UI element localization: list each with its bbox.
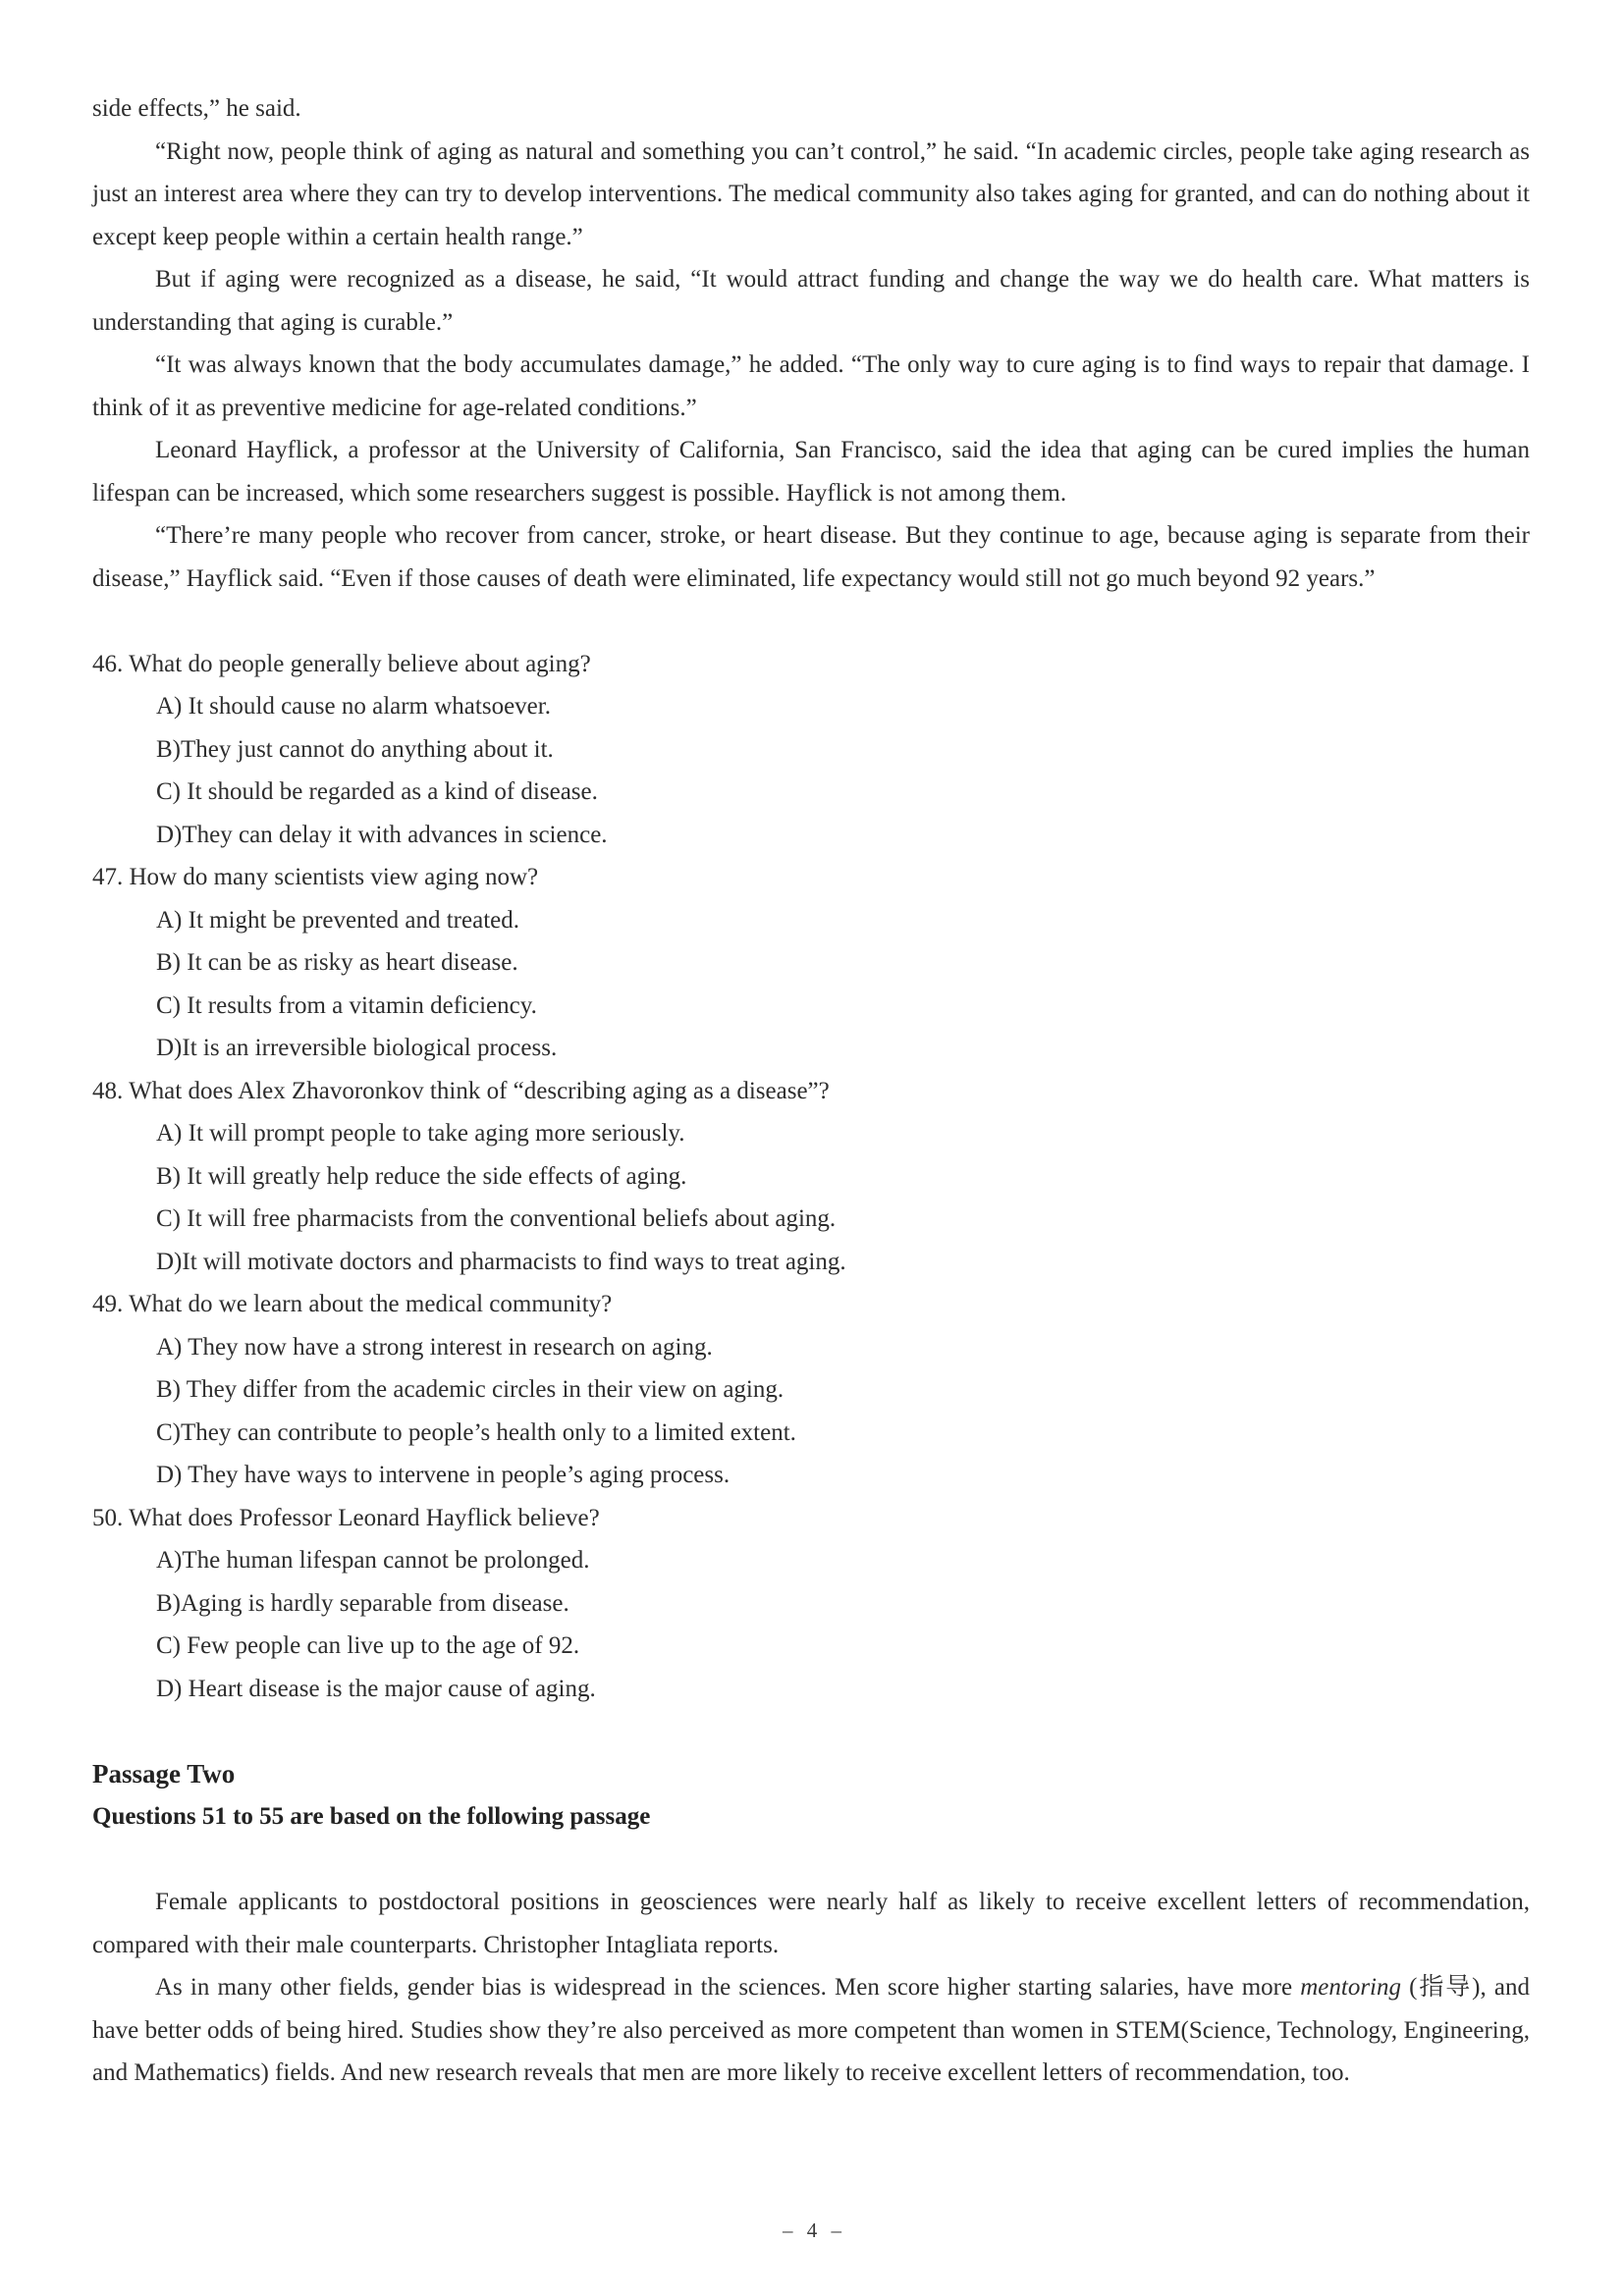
question-number: 50.: [92, 1504, 124, 1531]
question-text: What does Professor Leonard Hayflick believe?: [129, 1504, 600, 1531]
question-stem: [92, 856, 1530, 899]
passage-paragraph: [92, 344, 1530, 429]
passage-two-subheading: Questions 51 to 55 are based on the following passage: [92, 1803, 651, 1830]
question-text: What do people generally believe about aging?: [129, 650, 591, 677]
passage-paragraph: [92, 131, 1530, 259]
question: [92, 856, 1530, 1070]
question-text: How do many scientists view aging now?: [129, 864, 539, 890]
question-stem: [92, 1497, 1530, 1540]
question-number: 49.: [92, 1291, 124, 1317]
blank-line: [92, 1710, 1530, 1753]
answer-option: D)They can delay it with advances in science.: [156, 821, 608, 848]
text-segment: As in many other fields, gender bias is widespread in the sciences. Men score higher starting salaries, have more: [155, 1974, 1301, 2001]
text-segment: Female applicants to postdoctoral positions in geosciences were nearly half as likely to receive excellent letters of recommendation, compared with their male counterparts. Christopher Intagliata reports.: [92, 1889, 1530, 1958]
text-segment: “There’re many people who recover from cancer, stroke, or heart disease. But they continue to age, because aging is separate from their disease,” Hayflick said. “Even if those causes of death were eliminated, life expectancy would still not go much beyond 92 years.”: [92, 522, 1530, 592]
answer-option: B) They differ from the academic circles in their view on aging.: [156, 1376, 785, 1403]
question-text: What does Alex Zhavoronkov think of “describing aging as a disease”?: [129, 1077, 830, 1104]
answer-option: A) It should cause no alarm whatsoever.: [156, 693, 551, 720]
question-text: What do we learn about the medical community?: [129, 1291, 613, 1317]
page-content: [92, 87, 1530, 2095]
italic-term: mentoring: [1300, 1974, 1402, 2001]
passage-two-heading: Passage Two: [92, 1758, 236, 1789]
question: [92, 1283, 1530, 1497]
question-stem: [92, 1283, 1530, 1326]
answer-option: B) It can be as risky as heart disease.: [156, 949, 518, 976]
questions-46-50: [92, 643, 1530, 1711]
text-segment: (指导), and have better odds of being hired. Studies show they’re also perceived as more competent than women in STEM(Science, Technology, Engineering, and Mathematics) fields. And new research reveals that men are more likely to receive excellent letters of recommendation, too.: [92, 1974, 1530, 2086]
blank-line: [92, 600, 1530, 643]
answer-option: A) They now have a strong interest in research on aging.: [156, 1333, 713, 1361]
answer-option: D) They have ways to intervene in people’s aging process.: [156, 1462, 731, 1488]
answer-option: B) It will greatly help reduce the side effects of aging.: [156, 1162, 687, 1190]
question-stem: [92, 1070, 1530, 1113]
answer-option: C) It results from a vitamin deficiency.: [156, 991, 537, 1019]
page-number: – 4 –: [783, 2218, 841, 2242]
passage-one-text: [92, 87, 1530, 600]
answer-option: C) Few people can live up to the age of 92.: [156, 1632, 580, 1659]
answer-option: D) Heart disease is the major cause of aging.: [156, 1675, 596, 1702]
question-number: 46.: [92, 650, 124, 677]
passage-paragraph: [92, 1966, 1530, 2095]
passage-paragraph: [92, 1881, 1530, 1966]
answer-option: B)They just cannot do anything about it.: [156, 735, 554, 763]
question: [92, 1497, 1530, 1711]
answer-option: C)They can contribute to people’s health only to a limited extent.: [156, 1418, 796, 1446]
passage-paragraph: [92, 429, 1530, 514]
answer-option: C) It should be regarded as a kind of disease.: [156, 778, 598, 805]
text-segment: side effects,” he said.: [92, 95, 301, 122]
text-segment: “It was always known that the body accumulates damage,” he added. “The only way to cure aging is to find ways to repair that damage. I think of it as preventive medicine for age-related conditions.”: [92, 351, 1530, 421]
question-number: 48.: [92, 1077, 124, 1104]
answer-option: D)It is an irreversible biological process.: [156, 1035, 558, 1061]
answer-option: B)Aging is hardly separable from disease.: [156, 1589, 569, 1617]
question-number: 47.: [92, 864, 124, 890]
answer-option: A)The human lifespan cannot be prolonged.: [156, 1547, 590, 1574]
passage-two-text: [92, 1881, 1530, 2095]
text-segment: But if aging were recognized as a disease, he said, “It would attract funding and change the way we do health care. What matters is understanding that aging is curable.”: [92, 266, 1530, 336]
answer-option: A) It will prompt people to take aging more seriously.: [156, 1120, 685, 1147]
passage-paragraph: [92, 87, 1530, 131]
question: [92, 643, 1530, 857]
passage-paragraph: [92, 514, 1530, 600]
text-segment: “Right now, people think of aging as natural and something you can’t control,” he said. “In academic circles, people take aging research as just an interest area where they can try to develop interventions. The medical community also takes aging for granted, and can do nothing about it except keep people within a certain health range.”: [92, 137, 1530, 250]
passage-paragraph: [92, 258, 1530, 344]
blank-line: [92, 1839, 1530, 1882]
answer-option: D)It will motivate doctors and pharmacists to find ways to treat aging.: [156, 1248, 846, 1275]
text-segment: Leonard Hayflick, a professor at the University of California, San Francisco, said the idea that aging can be cured implies the human lifespan can be increased, which some researchers suggest is possible. Hayflick is not among them.: [92, 437, 1530, 507]
answer-option: C) It will free pharmacists from the conventional beliefs about aging.: [156, 1205, 837, 1232]
question: [92, 1070, 1530, 1284]
question-stem: [92, 643, 1530, 686]
answer-option: A) It might be prevented and treated.: [156, 906, 519, 934]
